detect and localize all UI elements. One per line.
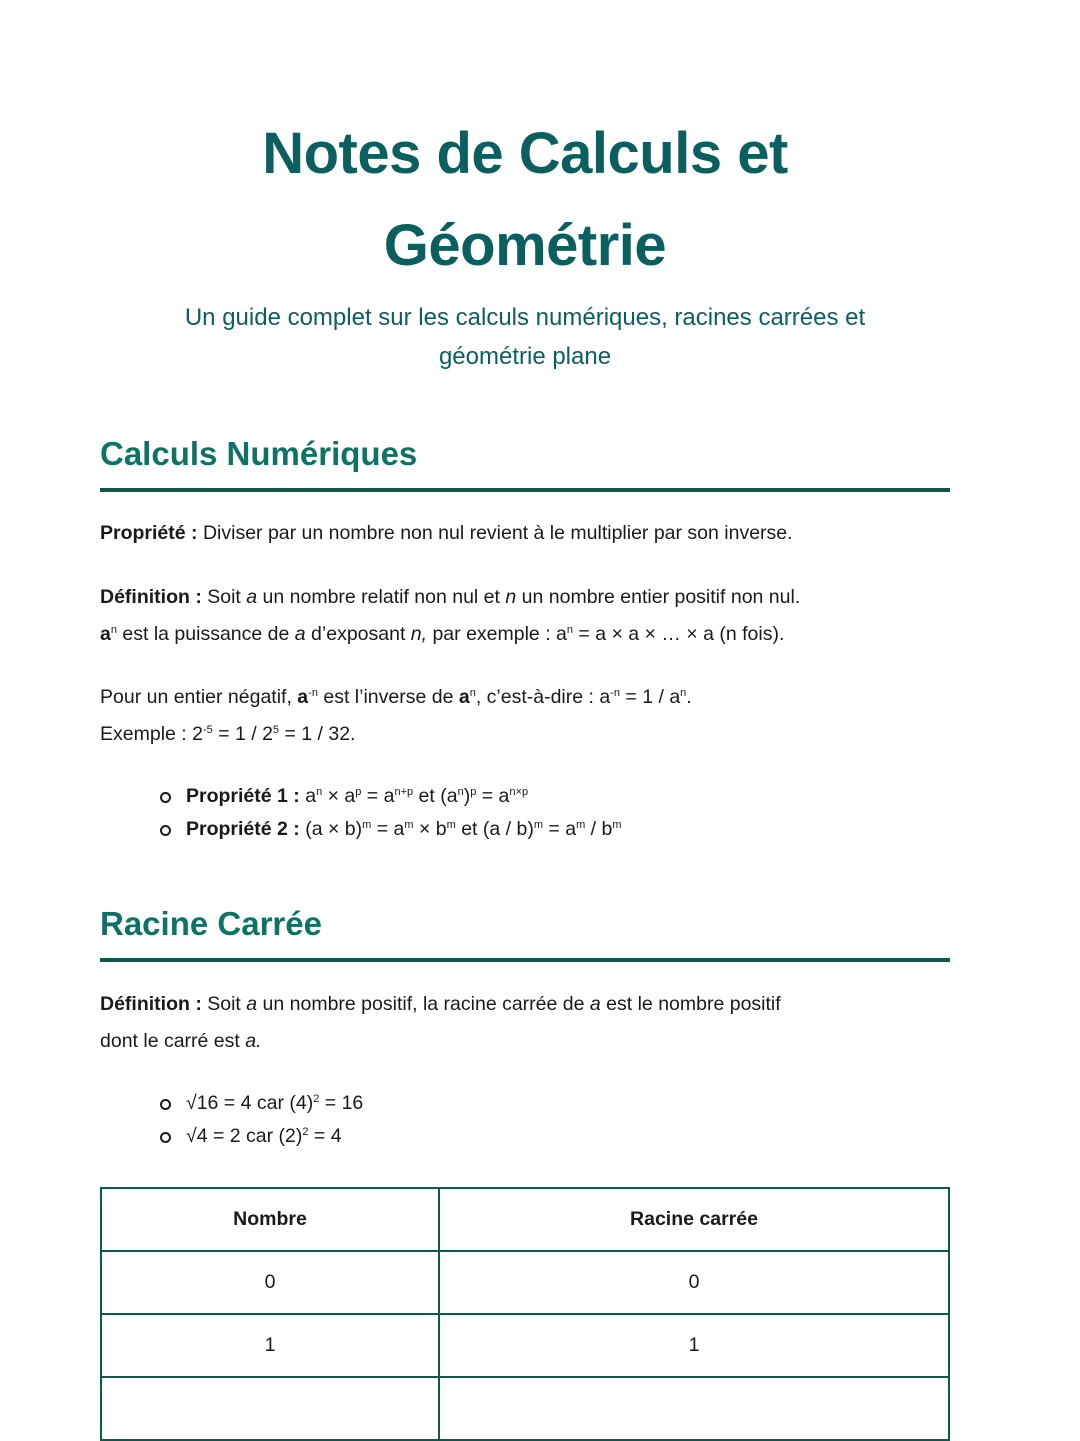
text: √4 = 2 car (2) bbox=[186, 1125, 303, 1147]
negatif-line bbox=[100, 679, 960, 716]
exponent: -5 bbox=[202, 724, 213, 736]
table-cell: 0 bbox=[439, 1251, 949, 1314]
text: un nombre positif, la racine carrée de bbox=[257, 993, 590, 1015]
text: Exemple : 2 bbox=[100, 723, 203, 745]
bullet-circle-icon bbox=[160, 1132, 171, 1143]
exponent: n bbox=[680, 687, 687, 699]
text: d’exposant bbox=[305, 623, 411, 645]
table-cell: 1 bbox=[439, 1314, 949, 1377]
text: ) bbox=[463, 785, 471, 807]
exponent: m bbox=[446, 819, 456, 831]
text: a bbox=[299, 785, 317, 807]
exponent: p bbox=[470, 786, 477, 798]
exponent: m bbox=[533, 819, 543, 831]
text: = 16 bbox=[319, 1092, 364, 1114]
text: Soit bbox=[201, 993, 247, 1015]
definition-line-2 bbox=[100, 616, 960, 653]
var-a: a bbox=[589, 993, 601, 1015]
title-line-2: Géométrie bbox=[383, 213, 667, 278]
exponent: m bbox=[612, 819, 622, 831]
exponent: n bbox=[457, 786, 464, 798]
title-line-1: Notes de Calculs et bbox=[262, 121, 788, 186]
definition-racine-paragraph bbox=[100, 986, 960, 1060]
list-item bbox=[160, 1120, 363, 1153]
var-a-bold: a bbox=[458, 686, 470, 708]
list-item bbox=[160, 813, 622, 846]
proprietes-list bbox=[160, 780, 622, 846]
text: un nombre entier positif non nul. bbox=[516, 586, 801, 608]
text: , c’est-à-dire : a bbox=[475, 686, 611, 708]
negatif-paragraph bbox=[100, 679, 960, 753]
racine-table bbox=[100, 1187, 950, 1441]
exponent: p bbox=[355, 786, 362, 798]
definition-label: Définition : bbox=[100, 586, 202, 608]
var-a: a. bbox=[245, 1030, 262, 1052]
text: = 1 / 32. bbox=[279, 723, 356, 745]
var-a: a bbox=[294, 623, 306, 645]
exponent: 2 bbox=[313, 1093, 320, 1105]
text: un nombre relatif non nul et bbox=[257, 586, 506, 608]
propriete-label: Propriété : bbox=[100, 522, 198, 544]
text: √16 = 4 car (4) bbox=[186, 1092, 314, 1114]
exponent: m bbox=[404, 819, 414, 831]
text: = a bbox=[371, 818, 405, 840]
text: = a × a × … × a (n fois). bbox=[573, 623, 785, 645]
exponent: m bbox=[576, 819, 586, 831]
definition-line-1 bbox=[100, 986, 960, 1023]
var-a: a bbox=[246, 993, 258, 1015]
table-header-row bbox=[101, 1188, 949, 1251]
text: × b bbox=[413, 818, 447, 840]
exponent: n bbox=[469, 687, 476, 699]
list-item bbox=[160, 1087, 363, 1120]
list-item bbox=[160, 780, 622, 813]
text: et (a bbox=[413, 785, 458, 807]
bullet-circle-icon bbox=[160, 1099, 171, 1110]
definition-line-1 bbox=[100, 579, 960, 616]
table-row bbox=[101, 1314, 949, 1377]
exponent: n bbox=[110, 624, 117, 636]
racine-examples-list bbox=[160, 1087, 363, 1153]
bullet-circle-icon bbox=[160, 825, 171, 836]
text: = a bbox=[361, 785, 395, 807]
text: (a × b) bbox=[299, 818, 363, 840]
text: et (a / b) bbox=[455, 818, 534, 840]
var-n: n bbox=[505, 586, 517, 608]
text: = a bbox=[476, 785, 510, 807]
var-n: n, bbox=[410, 623, 428, 645]
column-header-racine: Racine carrée bbox=[439, 1188, 949, 1251]
definition-line-2 bbox=[100, 1023, 960, 1060]
subtitle-line-1: Un guide complet sur les calculs numériques, racines carrées et bbox=[184, 304, 866, 331]
var-a: a bbox=[246, 586, 258, 608]
section-heading-racine: Racine Carrée bbox=[100, 904, 950, 962]
text: / b bbox=[585, 818, 613, 840]
table-cell: 1 bbox=[101, 1314, 439, 1377]
text: par exemple : a bbox=[427, 623, 567, 645]
definition-puissance-paragraph bbox=[100, 579, 960, 653]
text: . bbox=[686, 686, 692, 708]
var-a-bold: a bbox=[297, 686, 309, 708]
text: est la puissance de bbox=[116, 623, 295, 645]
exponent: n bbox=[566, 624, 573, 636]
document-title bbox=[0, 108, 1050, 292]
text: = 1 / 2 bbox=[212, 723, 273, 745]
exponent: 2 bbox=[302, 1126, 309, 1138]
text: = 1 / a bbox=[620, 686, 681, 708]
section-heading-calculs: Calculs Numériques bbox=[100, 434, 950, 492]
table-row bbox=[101, 1251, 949, 1314]
text: = a bbox=[543, 818, 577, 840]
propriete-1-label: Propriété 1 : bbox=[186, 785, 300, 807]
bullet-circle-icon bbox=[160, 792, 171, 803]
definition-label: Définition : bbox=[100, 993, 202, 1015]
exponent: n×p bbox=[509, 786, 529, 798]
exponent: -n bbox=[308, 687, 318, 699]
text: dont le carré est bbox=[100, 1030, 246, 1052]
exponent: -n bbox=[610, 687, 620, 699]
propriete-paragraph bbox=[100, 515, 960, 552]
var-a-bold: a bbox=[100, 623, 111, 645]
column-header-nombre: Nombre bbox=[101, 1188, 439, 1251]
exponent: n+p bbox=[394, 786, 414, 798]
text: = 4 bbox=[308, 1125, 342, 1147]
document-subtitle bbox=[100, 298, 950, 376]
text: Soit bbox=[201, 586, 247, 608]
exponent: n bbox=[316, 786, 323, 798]
table-cell: 0 bbox=[101, 1251, 439, 1314]
exponent: 5 bbox=[272, 724, 280, 736]
subtitle-line-2: géométrie plane bbox=[438, 343, 612, 370]
text: est l’inverse de bbox=[317, 686, 459, 708]
text: Pour un entier négatif, bbox=[100, 686, 298, 708]
table-row bbox=[101, 1377, 949, 1440]
table-cell bbox=[101, 1377, 439, 1440]
propriete-text: Diviser par un nombre non nul revient à le multiplier par son inverse. bbox=[197, 522, 793, 544]
text: est le nombre positif bbox=[600, 993, 781, 1015]
exponent: m bbox=[362, 819, 372, 831]
table-cell bbox=[439, 1377, 949, 1440]
exemple-line bbox=[100, 716, 960, 753]
propriete-2-label: Propriété 2 : bbox=[186, 818, 300, 840]
text: × a bbox=[322, 785, 356, 807]
